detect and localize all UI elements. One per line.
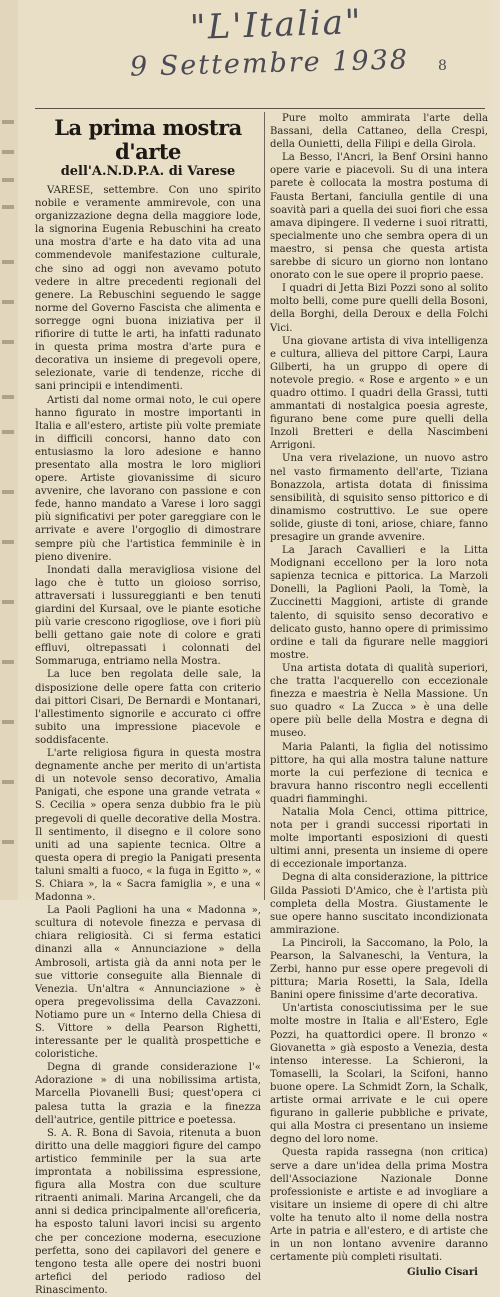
paragraph: La Jarach Cavallieri e la Litta Modignani eccellono per la loro nota sapienza tecnica e pittorica. La Marzoli Donelli, la Paglioni Paoli, la Tomè, la Zuccinetti Maggioni, artiste di grande talento, di squisito senso decorativo e delicato gusto, hanno opere di primissimo ordine e tali da figurare nelle maggiori mostre. — [270, 545, 488, 661]
article-subtitle: dell'A.N.D.P.A. di Varese — [60, 164, 236, 179]
adjacent-column-edge — [0, 0, 18, 900]
paragraph: S. A. R. Bona di Savoia, ritenuta a buon diritto una delle maggiori figure del campo artistico femminile per la sua arte improntata a nobilissima espressione, figura alla Mostra con due sculture ritraenti animali. Marina Arcangeli, che da anni si dedica principalmente all'oreficeria, ha esposto taluni lavori incisi su argento che per concezione moderna, esecuzione perfetta, sono dei capilavori del genere e tengono testa alle opere dei nostri buoni artefici del periodo radioso del Rinascimento. — [35, 1127, 261, 1296]
paragraph: Natalia Mola Cenci, ottima pittrice, nota per i grandi successi riportati in molte importanti esposizioni di questi ultimi anni, presenta un insieme di opere di eccezionale importanza. — [270, 806, 488, 871]
paragraph: I quadri di Jetta Bizi Pozzi sono al solito molto belli, come pure quelli della Bosoni, della Borghi, della Deroux e della Folchi Vici. — [270, 283, 488, 334]
paragraph: L'arte religiosa figura in questa mostra degnamente anche per merito di un'artista di un notevole senso decorativo, Amalia Panigati, che espone una grande vetrata « S. Cecilia » opera senza dubbio fra le più pregevoli di quelle decorative della Mostra. Il sentimento, il disegno e il colore sono uniti ad una sapiente tecnica. Oltre a questa opera di pregio la Panigati presenta taluni smalti a fuoco, « la fuga in Egitto », « S. Chiara », la « Sacra famiglia », e una « Madonna ». — [35, 748, 261, 904]
paragraph: La Pinciroli, la Saccomano, la Polo, la Pearson, la Salvaneschi, la Ventura, la Zerbi, hanno pur esse opere pregevoli di pittura; Maria Rosetti, la Sala, Idella Banini opere finissime d'arte decorativa. — [270, 937, 488, 1002]
column-divider — [264, 112, 265, 900]
paragraph: Una artista dotata di qualità superiori, che tratta l'acquerello con eccezionale finezza e maestria è Nella Massione. Un suo quadro « La Zucca » è una delle opere più belle della Mostra e degna di museo. — [270, 662, 488, 740]
paragraph: Degna di alta considerazione, la pittrice Gilda Passioti D'Amico, che è l'artista più completa della Mostra. Giustamente le sue opere hanno suscitato incondizionata ammirazione. — [270, 872, 488, 936]
article-column-right — [270, 112, 488, 1279]
paragraph: Inondati dalla meravigliosa visione del lago che è tutto un gioioso sorriso, attraversati i lussureggianti e ben tenuti giardini del Kursaal, ove le piante esotiche più varie crescono rigogliose, ove i fiori più belli gettano gaie note di colore e grati effluvi, oltrepassati i colonnati del Sommaruga, entriamo nella Mostra. — [35, 564, 261, 668]
paragraph: Questa rapida rassegna (non critica) serve a dare un'idea della prima Mostra dell'Associazione Nazionale Donne professioniste e artiste e ad invogliare a visitare un insieme di opere di chi altre volte ha tenuto alto il nome della nostra Arte in patria e all'estero, e di artiste che in un non lontano avvenire daranno certamente più completi risultati. — [270, 1147, 488, 1264]
handwritten-date: 9 Settembre 1938 — [129, 44, 410, 83]
paragraph: Degna di grande considerazione l'« Adorazione » di una nobilissima artista, Marcella Piovanelli Busi; quest'opera ci palesa tutta la grazia e la finezza dell'autrice, gentile pittrice e poetessa. — [35, 1062, 261, 1126]
paragraph: La Paoli Paglioni ha una « Madonna », scultura di notevole finezza e pervasa di chiara religiosità. Ci si ferma estatici dinanzi alla « Annunciazione » della Ambrosoli, artista già da anni nota per le sue vittorie conseguite alla Biennale di Venezia. Un'altra « Annunciazione » è opera pregevolissima della Cavazzoni. Notiamo pure un « Interno della Chiesa di S. Vittore » della Pearson Righetti, interessante per le qualità prospettiche e coloristiche. — [35, 905, 261, 1061]
paragraph: La Besso, l'Ancri, la Benf Orsini hanno opere varie e piacevoli. Su di una intera parete è collocata la mostra postuma di Fausta Bertani, fanciulla gentile di una soavità pari a quella dei suoi fiori che essa amava dipingere. Il vederne i suoi ritratti, specialmente uno che sembra opera di un maestro, si pensa che questa artista sarebbe di sicuro un giorno non lontano onorato con le sue opere il proprio paese. — [270, 152, 488, 282]
handwritten-newspaper-name: "L'Italia" — [189, 2, 364, 48]
paragraph: Pure molto ammirata l'arte della Bassani, della Cattaneo, della Crespi, della Ounietti, della Filipi e della Girola. — [270, 113, 488, 151]
top-rule — [35, 108, 485, 109]
paragraph: Un'artista conosciutissima per le sue molte mostre in Italia e all'Estero, Egle Pozzi, ha quattordici opere. Il bronzo « Giovanetta » già esposto a Venezia, desta intenso interesse. La Schieroni, la Tomaselli, la Scolari, la Scifoni, hanno buone opere. La Schmidt Zorn, la Schalk, artiste ormai arrivate e le cui opere figurano in gallerie pubbliche e private, qui alla Mostra ci presentano un insieme degno del loro nome. — [270, 1003, 488, 1146]
author-signature: Giulio Cisari — [407, 1267, 478, 1279]
article-title: La prima mostra d'arte — [54, 115, 242, 164]
article-column-left — [35, 112, 261, 1296]
paragraph: Artisti dal nome ormai noto, le cui opere hanno figurato in mostre importanti in Italia e all'estero, artiste più volte premiate in difficili concorsi, hanno dato con entusiasmo la loro adesione e hanno presentato alla mostra le loro migliori opere. Artiste giovanissime di sicuro avvenire, che lavorano con passione e con fede, hanno mandato a Varese i loro saggi più significativi per poter gareggiare con le arrivate e avere l'orgoglio di dimostrare sempre più che l'artistica femminile è in pieno divenire. — [35, 394, 261, 563]
paragraph: VARESE, settembre. Con uno spirito nobile e veramente ammirevole, con una organizzazione degna della maggiore lode, la signorina Eugenia Rebuschini ha creato una mostra d'arte e ha dato vita ad una commendevole manifestazione culturale, che sino ad oggi non avevamo potuto vedere in altre precedenti regionali del genere. La Rebuschini seguendo le sagge norme del Governo Fascista che alimenta e sorregge ogni buona iniziativa per il rifiorire di tutte le arti, ha infatti radunato in questa prima mostra d'arte pura e decorativa un insieme di pregevoli opere, selezionate, varie di tendenze, ricche di sani principii e intendimenti. — [35, 185, 261, 393]
handwritten-page-number: 8 — [438, 58, 449, 74]
paragraph: Una vera rivelazione, un nuovo astro nel vasto firmamento dell'arte, Tiziana Bonazzola, artista dotata di finissima sensibilità, di squisito senso pittorico e di dinamismo costruttivo. Le sue opere solide, giuste di toni, ariose, chiare, fanno presagire un grande avvenire. — [270, 453, 488, 543]
paragraph: Maria Palanti, la figlia del notissimo pittore, ha qui alla mostra talune natture morte la cui perfezione di tecnica e bravura hanno riscontro negli eccellenti quadri fiamminghi. — [270, 741, 488, 805]
paragraph: La luce ben regolata delle sale, la disposizione delle opere fatta con criterio dai pittori Cisari, De Bernardi e Montanari, l'allestimento signorile e accurato ci offre subito una impressione piacevole e soddisfacente. — [35, 669, 261, 746]
paragraph: Una giovane artista di viva intelligenza e cultura, allieva del pittore Carpi, Laura Gilberti, ha un gruppo di opere di notevole pregio. « Rose e argento » e un quadro ottimo. I quadri della Grassi, tutti ammantati di nostalgica poesia agreste, figurano bene come pure quelli della Inzoli Bretteri e della Nascimbeni Arrigoni. — [270, 335, 488, 452]
